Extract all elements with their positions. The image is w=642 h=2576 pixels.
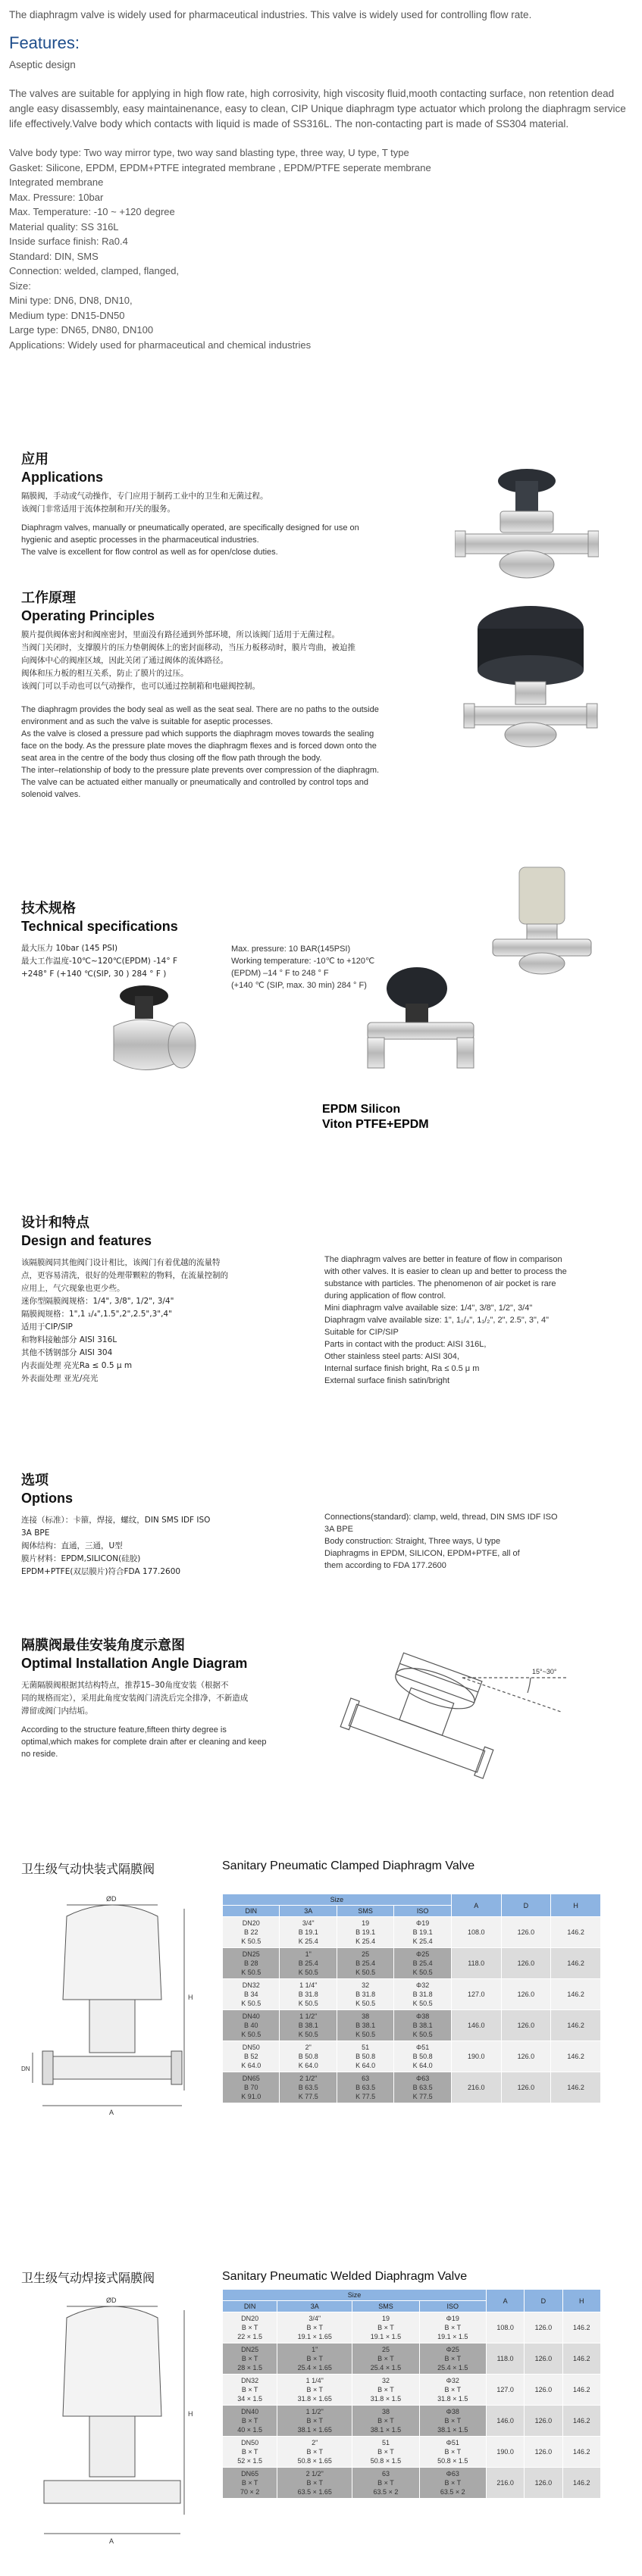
en-line: hygienic and aseptic processes in the pharmaceutical industries. — [21, 535, 259, 545]
spec-line: Max. Pressure: 10bar — [9, 191, 104, 203]
table-cell: 51 B × T 50.8 × 1.5 — [352, 2437, 419, 2468]
column-header: H — [562, 2290, 600, 2312]
principles-zh-text — [21, 629, 446, 693]
spec-line: Medium type: DN15-DN50 — [9, 309, 125, 321]
en-line: with other valves. It is easier to clean up and better to process the — [324, 1267, 567, 1276]
table-cell: Φ32 B 31.8 K 50.5 — [394, 1979, 451, 2010]
table-cell: 19 B 19.1 K 25.4 — [337, 1917, 393, 1948]
table-cell: 146.2 — [551, 1948, 601, 1979]
en-line: Connections(standard): clamp, weld, thread, DIN SMS IDF ISO — [324, 1513, 558, 1522]
zh-line: 迷你型隔膜阀规格：1/4", 3/8", 1/2", 3/4" — [21, 1297, 174, 1306]
table-cell: 146.2 — [551, 2041, 601, 2072]
tank-bottom-valve-image — [99, 973, 212, 1087]
installation-en-title: Optimal Installation Angle Diagram — [21, 1656, 248, 1671]
table-cell: DN25 B × T 28 × 1.5 — [223, 2343, 277, 2375]
table-cell: 146.2 — [551, 1979, 601, 2010]
column-header: DIN — [223, 1906, 280, 1917]
table-cell: 127.0 — [486, 2375, 524, 2406]
table-cell: 146.2 — [562, 2375, 600, 2406]
intro-paragraph: The valves are suitable for applying in high flow rate, high corrosivity, high viscosity fluid,mooth contacting surface, non retention dead angle easy disassembly, easy maintainenance, easy to clean, CIP Unique diaphragm type actuator which prolong the diaphragm service life effectively.Valve body which contacts with liquid is made of SS316L. The non-contacting part is made of SS304 material. — [9, 88, 626, 130]
table-cell: 1 1/4" B × T 31.8 × 1.65 — [277, 2375, 352, 2406]
zh-line: 应用上，气穴现象也更少些。 — [21, 1284, 125, 1293]
spec-line: Integrated membrane — [9, 176, 104, 188]
table-cell: 146.2 — [562, 2343, 600, 2375]
table-row — [223, 2406, 601, 2437]
en-line: 3A BPE — [324, 1525, 353, 1534]
installation-section — [21, 1635, 324, 1760]
en-line: Diaphragm valves, manually or pneumatically operated, are specifically designed for use on — [21, 523, 359, 532]
en-line: (EPDM) –14 ° F to 248 ° F — [231, 969, 329, 978]
size-header: Size — [223, 1894, 452, 1906]
clamped-valve-drawing — [21, 1886, 203, 2136]
en-line: substance with particles. The phenomenon of air pocket is rare — [324, 1279, 556, 1288]
zh-line: 滞留或阀门内结垢。 — [21, 1706, 93, 1716]
table-cell: 126.0 — [525, 2468, 562, 2499]
zh-line: 点，更容易清洗，很好的处理带颗粒的物料，在流量控制的 — [21, 1271, 228, 1280]
table-cell: 63 B × T 63.5 × 2 — [352, 2468, 419, 2499]
pneumatic-diaphragm-valve-image — [462, 602, 599, 757]
design-zh-title: 设计和特点 — [21, 1215, 89, 1231]
zh-line: 膜片提供阀体密封和阀座密封，里面没有路径通到外部环境，所以该阀门适用于无菌过程。 — [21, 630, 340, 639]
table-cell: 126.0 — [501, 1917, 551, 1948]
table-row — [223, 2010, 601, 2041]
spec-line: Material quality: SS 316L — [9, 220, 119, 233]
en-line: Parts in contact with the product: AISI 316L, — [324, 1340, 487, 1349]
en-line: solenoid valves. — [21, 790, 81, 799]
table-cell: 2" B × T 50.8 × 1.65 — [277, 2437, 352, 2468]
en-line: Suitable for CIP/SIP — [324, 1328, 399, 1337]
design-en-text — [324, 1254, 628, 1387]
zh-line: 3A BPE — [21, 1528, 50, 1538]
spec-line: Large type: DN65, DN80, DN100 — [9, 324, 154, 336]
table-cell: 190.0 — [451, 2041, 501, 2072]
column-header: 3A — [280, 1906, 337, 1917]
table-cell: Φ63 B × T 63.5 × 2 — [419, 2468, 486, 2499]
manual-diaphragm-valve-image — [455, 458, 599, 587]
table-cell: 126.0 — [501, 2041, 551, 2072]
zh-line: 和物料接触部分 AISI 316L — [21, 1335, 117, 1344]
table-cell: 126.0 — [525, 2312, 562, 2343]
table-cell: 146.2 — [562, 2437, 600, 2468]
table-cell: 118.0 — [451, 1948, 501, 1979]
table-cell: 2 1/2" B 63.5 K 77.5 — [280, 2072, 337, 2103]
zh-line: 内表面处理 亮光Ra ≤ 0.5 μ m — [21, 1361, 133, 1370]
en-line: Mini diaphragm valve available size: 1/4", 3/8", 1/2", 3/4" — [324, 1304, 533, 1313]
zh-line: 膜片材料：EPDM,SILICON(硅胶) — [21, 1554, 141, 1563]
table-cell: Φ63 B 63.5 K 77.5 — [394, 2072, 451, 2103]
table-cell: 25 B 25.4 K 50.5 — [337, 1948, 393, 1979]
table-cell: 1 1/2" B 38.1 K 50.5 — [280, 2010, 337, 2041]
table-cell: 108.0 — [486, 2312, 524, 2343]
en-line: optimal,which makes for complete drain after er cleaning and keep — [21, 1738, 267, 1747]
zh-line: 阀体结构：直通，三通，U型 — [21, 1541, 123, 1550]
table-row — [223, 1917, 601, 1948]
zh-line: 适用于CIP/SIP — [21, 1322, 73, 1332]
table-row — [223, 1979, 601, 2010]
column-header: ISO — [419, 2301, 486, 2312]
clamped-zh-title: 卫生级气动快装式隔膜阀 — [21, 1862, 155, 1876]
table-cell: 126.0 — [501, 1979, 551, 2010]
zh-line: 其他不锈钢部分 AISI 304 — [21, 1348, 113, 1357]
column-header: SMS — [352, 2301, 419, 2312]
en-line: (+140 ℃ (SIP, max. 30 min) 284 ° F) — [231, 981, 367, 990]
en-line: seat area in the centre of the body thus closing off the flow path through the body. — [21, 754, 322, 763]
zh-line: EPDM+PTFE(双层膜片)符合FDA 177.2600 — [21, 1567, 181, 1576]
principles-en-text — [21, 704, 446, 801]
table-cell: 3/4" B 19.1 K 25.4 — [280, 1917, 337, 1948]
column-header: A — [451, 1894, 501, 1917]
spec-list — [9, 145, 634, 352]
table-cell: DN25 B 28 K 50.5 — [223, 1948, 280, 1979]
table-cell: DN32 B 34 K 50.5 — [223, 1979, 280, 2010]
welded-en-title: Sanitary Pneumatic Welded Diaphragm Valve — [222, 2270, 468, 2283]
zh-line: 该阀门可以手动也可以气动操作，也可以通过控制箱和电磁阀控制。 — [21, 682, 260, 691]
table-cell: 38 B 38.1 K 50.5 — [337, 2010, 393, 2041]
technical-section — [21, 898, 218, 981]
installation-angle-diagram — [334, 1647, 584, 1806]
table-cell: 146.2 — [551, 1917, 601, 1948]
table-cell: 32 B × T 31.8 × 1.5 — [352, 2375, 419, 2406]
options-en-title: Options — [21, 1491, 73, 1506]
table-cell: 190.0 — [486, 2437, 524, 2468]
design-en-title: Design and features — [21, 1233, 152, 1248]
zh-line: 同的规格而定），采用此角度安装阀门清洗后完全排净，不新造成 — [21, 1694, 249, 1703]
table-row — [223, 2468, 601, 2499]
table-cell: DN65 B × T 70 × 2 — [223, 2468, 277, 2499]
welded-dim-a-label: A — [109, 2537, 114, 2545]
table-cell: 51 B 50.8 K 64.0 — [337, 2041, 393, 2072]
table-cell: Φ25 B × T 25.4 × 1.5 — [419, 2343, 486, 2375]
en-line: environment and as such the valve is suitable for aseptic processes. — [21, 717, 274, 726]
size-header: Size — [223, 2290, 487, 2301]
table-cell: Φ51 B 50.8 K 64.0 — [394, 2041, 451, 2072]
en-line: face on the body. As the pressure plate moves the diaphragm flexes and is forced down onto the — [21, 742, 377, 751]
table-row — [223, 2375, 601, 2406]
column-header: SMS — [337, 1906, 393, 1917]
welded-dim-h-label: H — [188, 2410, 193, 2418]
en-line: no reside. — [21, 1750, 58, 1759]
design-zh-text — [21, 1257, 317, 1385]
en-line: Other stainless steel parts: AISI 304, — [324, 1352, 459, 1361]
table-cell: 216.0 — [451, 2072, 501, 2103]
angle-label: 15°~30° — [532, 1668, 557, 1675]
spec-line: Applications: Widely used for pharmaceutical and chemical industries — [9, 339, 312, 351]
table-cell: DN20 B × T 22 × 1.5 — [223, 2312, 277, 2343]
table-cell: 2 1/2" B × T 63.5 × 1.65 — [277, 2468, 352, 2499]
en-line: As the valve is closed a pressure pad which supports the diaphragm moves towards the sealing — [21, 729, 374, 738]
dim-dn-label: DN — [21, 2065, 30, 2072]
table-cell: 127.0 — [451, 1979, 501, 2010]
dim-d-label: ØD — [106, 1895, 117, 1903]
options-en-text — [324, 1511, 628, 1572]
principles-zh-title: 工作原理 — [21, 590, 76, 606]
en-line: Max. pressure: 10 BAR(145PSI) — [231, 945, 351, 954]
table-cell: 126.0 — [525, 2406, 562, 2437]
zh-line: 向阀体中心的阀座区域，因此关闭了通过阀体的流体路径。 — [21, 656, 228, 665]
table-cell: 32 B 31.8 K 50.5 — [337, 1979, 393, 2010]
zh-line: 隔膜阀规格：1",1 ₁/₄",1.5",2",2.5",3",4" — [21, 1310, 172, 1319]
en-line: The valve is excellent for flow control as well as for open/close duties. — [21, 548, 278, 557]
applications-en-title: Applications — [21, 470, 104, 485]
en-line: during application of flow control. — [324, 1291, 446, 1300]
table-cell: 126.0 — [525, 2437, 562, 2468]
table-cell: 2" B 50.8 K 64.0 — [280, 2041, 337, 2072]
table-cell: 25 B × T 25.4 × 1.5 — [352, 2343, 419, 2375]
table-cell: Φ19 B × T 19.1 × 1.5 — [419, 2312, 486, 2343]
installation-zh-text — [21, 1679, 324, 1718]
en-line: The inter–relationship of body to the pressure plate prevents over compression of the diaphragm. — [21, 766, 380, 775]
table-cell: 146.2 — [551, 2072, 601, 2103]
en-line: Diaphragms in EPDM, SILICON, EPDM+PTFE, all of — [324, 1549, 520, 1558]
welded-dimensions-table — [222, 2289, 601, 2499]
table-cell: Φ51 B × T 50.8 × 1.5 — [419, 2437, 486, 2468]
column-header: H — [551, 1894, 601, 1917]
dim-h-label: H — [188, 1994, 193, 2001]
table-row — [223, 2041, 601, 2072]
table-cell: 38 B × T 38.1 × 1.5 — [352, 2406, 419, 2437]
en-line: Internal surface finish bright, Ra ≤ 0.5 μ m — [324, 1364, 480, 1373]
principles-section — [21, 587, 446, 801]
design-section — [21, 1212, 317, 1385]
en-line: The valve can be actuated either manually or pneumatically and controlled by control tops and — [21, 778, 368, 787]
en-line: Body construction: Straight, Three ways, U type — [324, 1537, 501, 1546]
column-header: D — [525, 2290, 562, 2312]
intro-section — [9, 8, 634, 352]
gasket-label-line-1: EPDM Silicon — [322, 1103, 401, 1116]
column-header: 3A — [277, 2301, 352, 2312]
table-cell: 108.0 — [451, 1917, 501, 1948]
spec-line: Mini type: DN6, DN8, DN10, — [9, 295, 133, 306]
table-cell: 118.0 — [486, 2343, 524, 2375]
table-cell: DN50 B 52 K 64.0 — [223, 2041, 280, 2072]
u-type-valve-image — [352, 962, 489, 1076]
spec-line: Gasket: Silicone, EPDM, EPDM+PTFE integrated membrane , EPDM/PTFE seperate membrane — [9, 161, 431, 173]
en-line: them according to FDA 177.2600 — [324, 1561, 446, 1570]
zh-line: 隔膜阀，手动或气动操作，专门应用于制药工业中的卫生和无菌过程。 — [21, 492, 268, 501]
table-cell: Φ38 B × T 38.1 × 1.5 — [419, 2406, 486, 2437]
zh-line: +248° F (+140 ℃(SIP, 30 ) 284 ° F ) — [21, 970, 167, 979]
table-cell: 1" B 25.4 K 50.5 — [280, 1948, 337, 1979]
zh-line: 无菌隔膜阀根据其结构特点，推荐15–30角度安装（根据不 — [21, 1681, 229, 1690]
en-line: According to the structure feature,fifteen thirty degree is — [21, 1725, 227, 1735]
technical-zh-title: 技术规格 — [21, 901, 76, 916]
intro-lead: The diaphragm valve is widely used for pharmaceutical industries. This valve is widely used for controlling flow rate. — [9, 9, 532, 20]
table-row — [223, 2072, 601, 2103]
table-cell: 216.0 — [486, 2468, 524, 2499]
zh-line: 该隔膜阀同其他阀门设计相比，该阀门有着优越的流量特 — [21, 1258, 221, 1267]
column-header: DIN — [223, 2301, 277, 2312]
table-cell: Φ32 B × T 31.8 × 1.5 — [419, 2375, 486, 2406]
table-cell: 146.2 — [551, 2010, 601, 2041]
clamped-dimensions-table — [222, 1894, 601, 2103]
table-cell: 146.0 — [486, 2406, 524, 2437]
welded-dim-d-label: ØD — [106, 2297, 117, 2304]
aseptic-line: Aseptic design — [9, 59, 76, 70]
table-cell: Φ25 B 25.4 K 50.5 — [394, 1948, 451, 1979]
clamped-en-title: Sanitary Pneumatic Clamped Diaphragm Valve — [222, 1859, 475, 1872]
applications-zh-text — [21, 490, 362, 516]
table-cell: DN65 B 70 K 91.0 — [223, 2072, 280, 2103]
table-cell: 126.0 — [525, 2343, 562, 2375]
dim-a-label: A — [109, 2109, 114, 2116]
en-line: External surface finish satin/bright — [324, 1376, 450, 1385]
table-cell: 126.0 — [501, 2010, 551, 2041]
spec-line: Size: — [9, 279, 31, 292]
welded-valve-drawing — [21, 2295, 203, 2568]
applications-zh-title: 应用 — [21, 451, 49, 467]
table-cell: 126.0 — [501, 1948, 551, 1979]
zh-line: 连接（标准）：卡箍，焊接，螺纹，DIN SMS IDF ISO — [21, 1516, 211, 1525]
column-header: D — [501, 1894, 551, 1917]
table-row — [223, 1948, 601, 1979]
table-cell: 63 B 63.5 K 77.5 — [337, 2072, 393, 2103]
principles-en-title: Operating Principles — [21, 608, 155, 623]
table-row — [223, 2312, 601, 2343]
table-cell: 146.2 — [562, 2468, 600, 2499]
zh-line: 最大压力 10bar (145 PSI) — [21, 944, 118, 953]
table-cell: 146.2 — [562, 2406, 600, 2437]
options-section — [21, 1469, 317, 1578]
zh-line: 外表面处理 亚光/亮光 — [21, 1374, 99, 1383]
table-cell: Φ19 B 19.1 K 25.4 — [394, 1917, 451, 1948]
zh-line: 该阀门非常适用于流体控制和开/关的服务。 — [21, 504, 176, 514]
table-cell: 146.2 — [562, 2312, 600, 2343]
en-line: Working temperature: -10℃ to +120℃ — [231, 957, 375, 966]
table-cell: DN40 B × T 40 × 1.5 — [223, 2406, 277, 2437]
options-zh-title: 选项 — [21, 1472, 49, 1488]
table-cell: 126.0 — [501, 2072, 551, 2103]
features-heading: Features: — [9, 33, 80, 52]
table-cell: 126.0 — [525, 2375, 562, 2406]
applications-section — [21, 448, 362, 558]
table-cell: DN50 B × T 52 × 1.5 — [223, 2437, 277, 2468]
options-zh-text — [21, 1514, 317, 1578]
en-line: The diaphragm provides the body seal as well as the seat seal. There are no paths to the outside — [21, 705, 379, 714]
gasket-label — [322, 1102, 429, 1132]
spec-line: Inside surface finish: Ra0.4 — [9, 236, 128, 247]
technical-en-title: Technical specifications — [21, 919, 178, 934]
table-cell: 1 1/4" B 31.8 K 50.5 — [280, 1979, 337, 2010]
welded-zh-title: 卫生级气动焊接式隔膜阀 — [21, 2271, 155, 2285]
installation-en-text — [21, 1724, 324, 1760]
spec-line: Valve body type: Two way mirror type, two way sand blasting type, three way, U type, T type — [9, 147, 409, 158]
zh-line: 最大工作温度-10℃~120℃(EPDM) -14° F — [21, 957, 177, 966]
installation-zh-title: 隔膜阀最佳安装角度示意图 — [21, 1638, 185, 1653]
zh-line: 当阀门关闭时，支撑膜片的压力垫朝阀体上的密封面移动，当压力板移动时，膜片弯曲，被迫推 — [21, 643, 355, 652]
table-cell: DN32 B × T 34 × 1.5 — [223, 2375, 277, 2406]
column-header: A — [486, 2290, 524, 2312]
spec-line: Max. Temperature: -10 ~ +120 degree — [9, 206, 175, 217]
table-row — [223, 2343, 601, 2375]
table-cell: 1" B × T 25.4 × 1.65 — [277, 2343, 352, 2375]
table-cell: DN40 B 40 K 50.5 — [223, 2010, 280, 2041]
table-cell: DN20 B 22 K 50.5 — [223, 1917, 280, 1948]
gasket-label-line-2: Viton PTFE+EPDM — [322, 1118, 429, 1131]
table-row — [223, 2437, 601, 2468]
transparent-actuator-valve-image — [485, 863, 599, 977]
table-cell: 19 B × T 19.1 × 1.5 — [352, 2312, 419, 2343]
zh-line: 阀体和压力板的相互关系，防止了膜片的过压。 — [21, 669, 189, 678]
table-cell: Φ38 B 38.1 K 50.5 — [394, 2010, 451, 2041]
spec-line: Connection: welded, clamped, flanged, — [9, 265, 180, 276]
spec-line: Standard: DIN, SMS — [9, 250, 99, 262]
applications-en-text — [21, 522, 362, 558]
table-cell: 146.0 — [451, 2010, 501, 2041]
en-line: The diaphragm valves are better in feature of flow in comparison — [324, 1255, 562, 1264]
column-header: ISO — [394, 1906, 451, 1917]
table-cell: 1 1/2" B × T 38.1 × 1.65 — [277, 2406, 352, 2437]
en-line: Diaphragm valve available size: 1", 1₁/₄", 1₁/₂", 2", 2.5", 3", 4" — [324, 1316, 550, 1325]
table-cell: 3/4" B × T 19.1 × 1.65 — [277, 2312, 352, 2343]
